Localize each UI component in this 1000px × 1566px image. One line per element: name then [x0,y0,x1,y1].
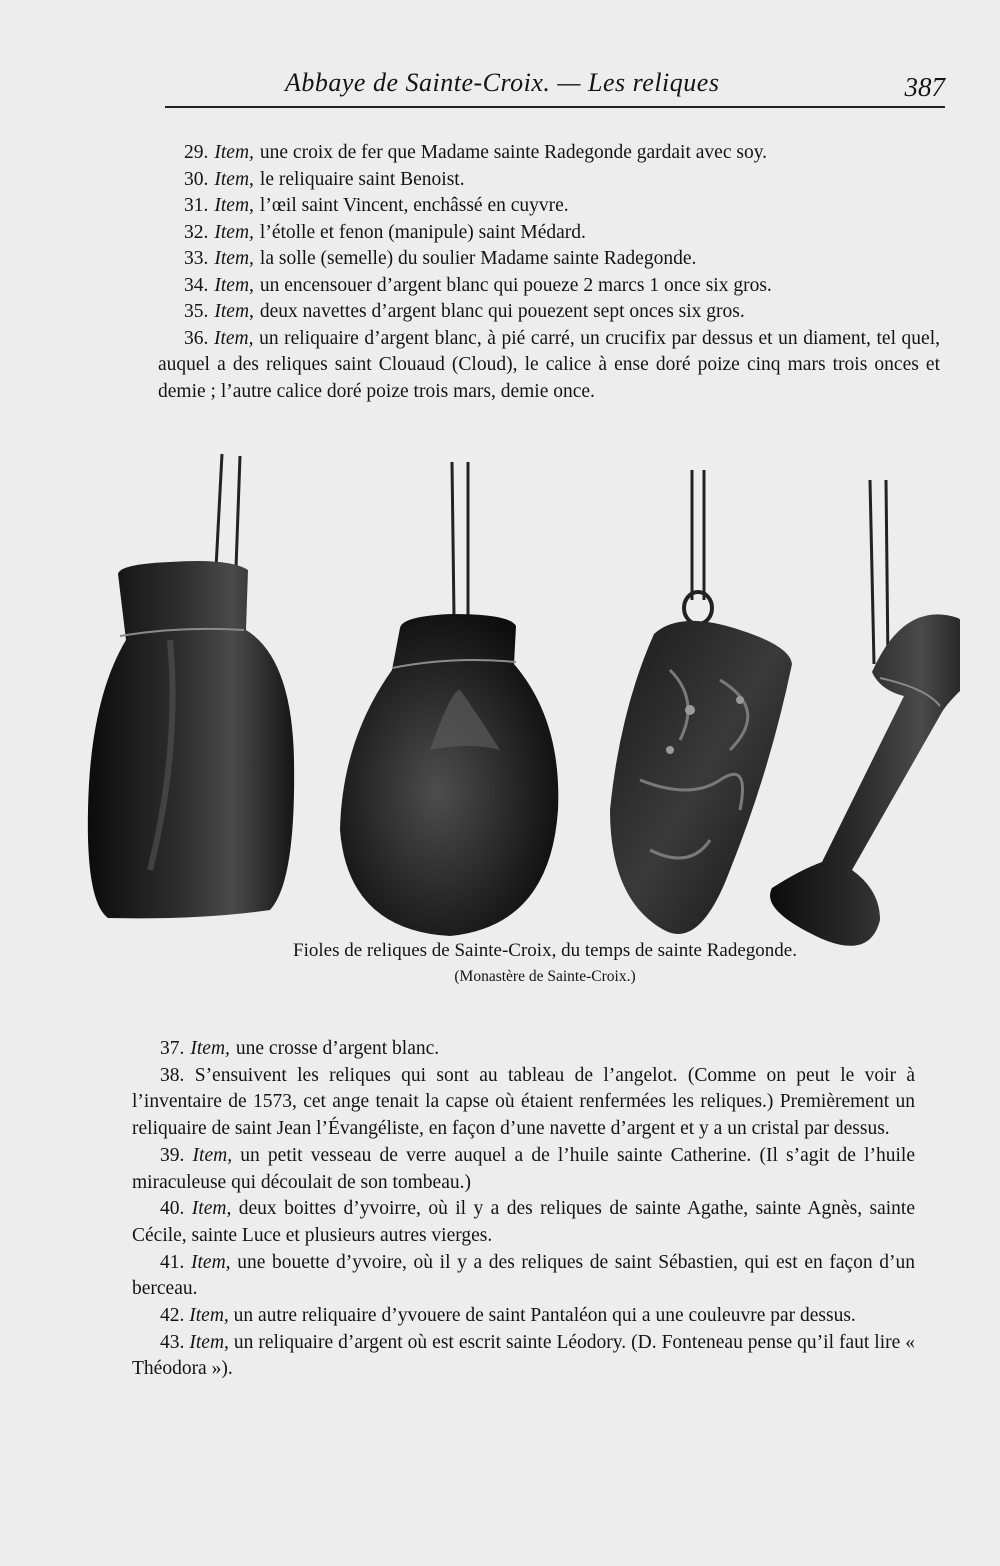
caption-credit: (Monastère de Sainte-Croix.) [454,968,636,985]
list-item: 43. Item, un reliquaire d’argent où est escrit sainte Léodory. (D. Fonteneau pense qu’il faut lire « Théodora »). [132,1331,916,1380]
vial-ornamented-illustration [610,470,792,934]
header-title: Abbaye de Sainte-Croix. — Les reliques [285,68,720,97]
list-item: 31. Item, l’œil saint Vincent, enchâssé en cuyvre. [184,195,569,216]
list-item: 41. Item, une bouette d’yvoire, où il y a des reliques de saint Sébastien, qui est en façon d’un berceau. [132,1251,916,1300]
figure-caption [160,940,930,986]
vial-trumpet-illustration [770,480,960,946]
relic-vials-illustration [80,450,960,950]
list-item: 38. S’ensuivent les reliques qui sont au tableau de l’angelot. (Comme on peut le voir à l’inventaire de 1573, cet ange tenait la capse où étaient renfermées les reliques.) Premièrement un reliquaire de saint Jean l’Évangéliste, en façon d’une navette d’argent et y a un cristal par dessus. [132,1064,916,1140]
list-item: 35. Item, deux navettes d’argent blanc qui pouezent sept onces six gros. [184,301,745,322]
list-item: 32. Item, l’étolle et fenon (manipule) saint Médard. [184,221,586,243]
vial-pear-illustration [340,462,558,936]
list-item: 34. Item, un encensouer d’argent blanc qui poueze 2 marcs 1 once six gros. [184,274,772,296]
vial-bottle-illustration [88,454,294,918]
list-item: 40. Item, deux boittes d’yvoirre, où il y a des reliques de sainte Agathe, sainte Agnès, sainte Cécile, sainte Luce et plusieurs autres vierges. [132,1198,915,1246]
running-header [165,60,945,110]
list-item: 36. Item, un reliquaire d’argent blanc, à pié carré, un crucifix par dessus et un diament, tel quel, auquel a des reliques saint Clouaud (Cloud), le calice à ense doré poize cinq mars trois onces et demie ; l’autre calice doré poize trois mars, demie once. [158,327,941,402]
list-item: 30. Item, le reliquaire saint Benoist. [184,168,465,190]
list-item: 42. Item, un autre reliquaire d’yvouere de saint Pantaléon qui a une couleuvre par dessus. [160,1305,856,1327]
list-item: 33. Item, la solle (semelle) du soulier Madame sainte Radegonde. [184,248,697,269]
inventory-list-bottom [132,1036,915,1383]
list-item: 39. Item, un petit vesseau de verre auquel a de l’huile sainte Catherine. (Il s’agit de l’huile miraculeuse qui découlait de son tombeau.) [132,1144,916,1193]
inventory-list-top [158,140,940,405]
list-item: 29. Item, une croix de fer que Madame sainte Radegonde gardait avec soy. [184,142,768,163]
header-rule [165,106,945,108]
caption-text: Fioles de reliques de Sainte-Croix, du temps de sainte Radegonde. [293,940,797,961]
list-item: 37. Item, une crosse d’argent blanc. [160,1038,440,1059]
page-number: 387 [904,72,945,102]
